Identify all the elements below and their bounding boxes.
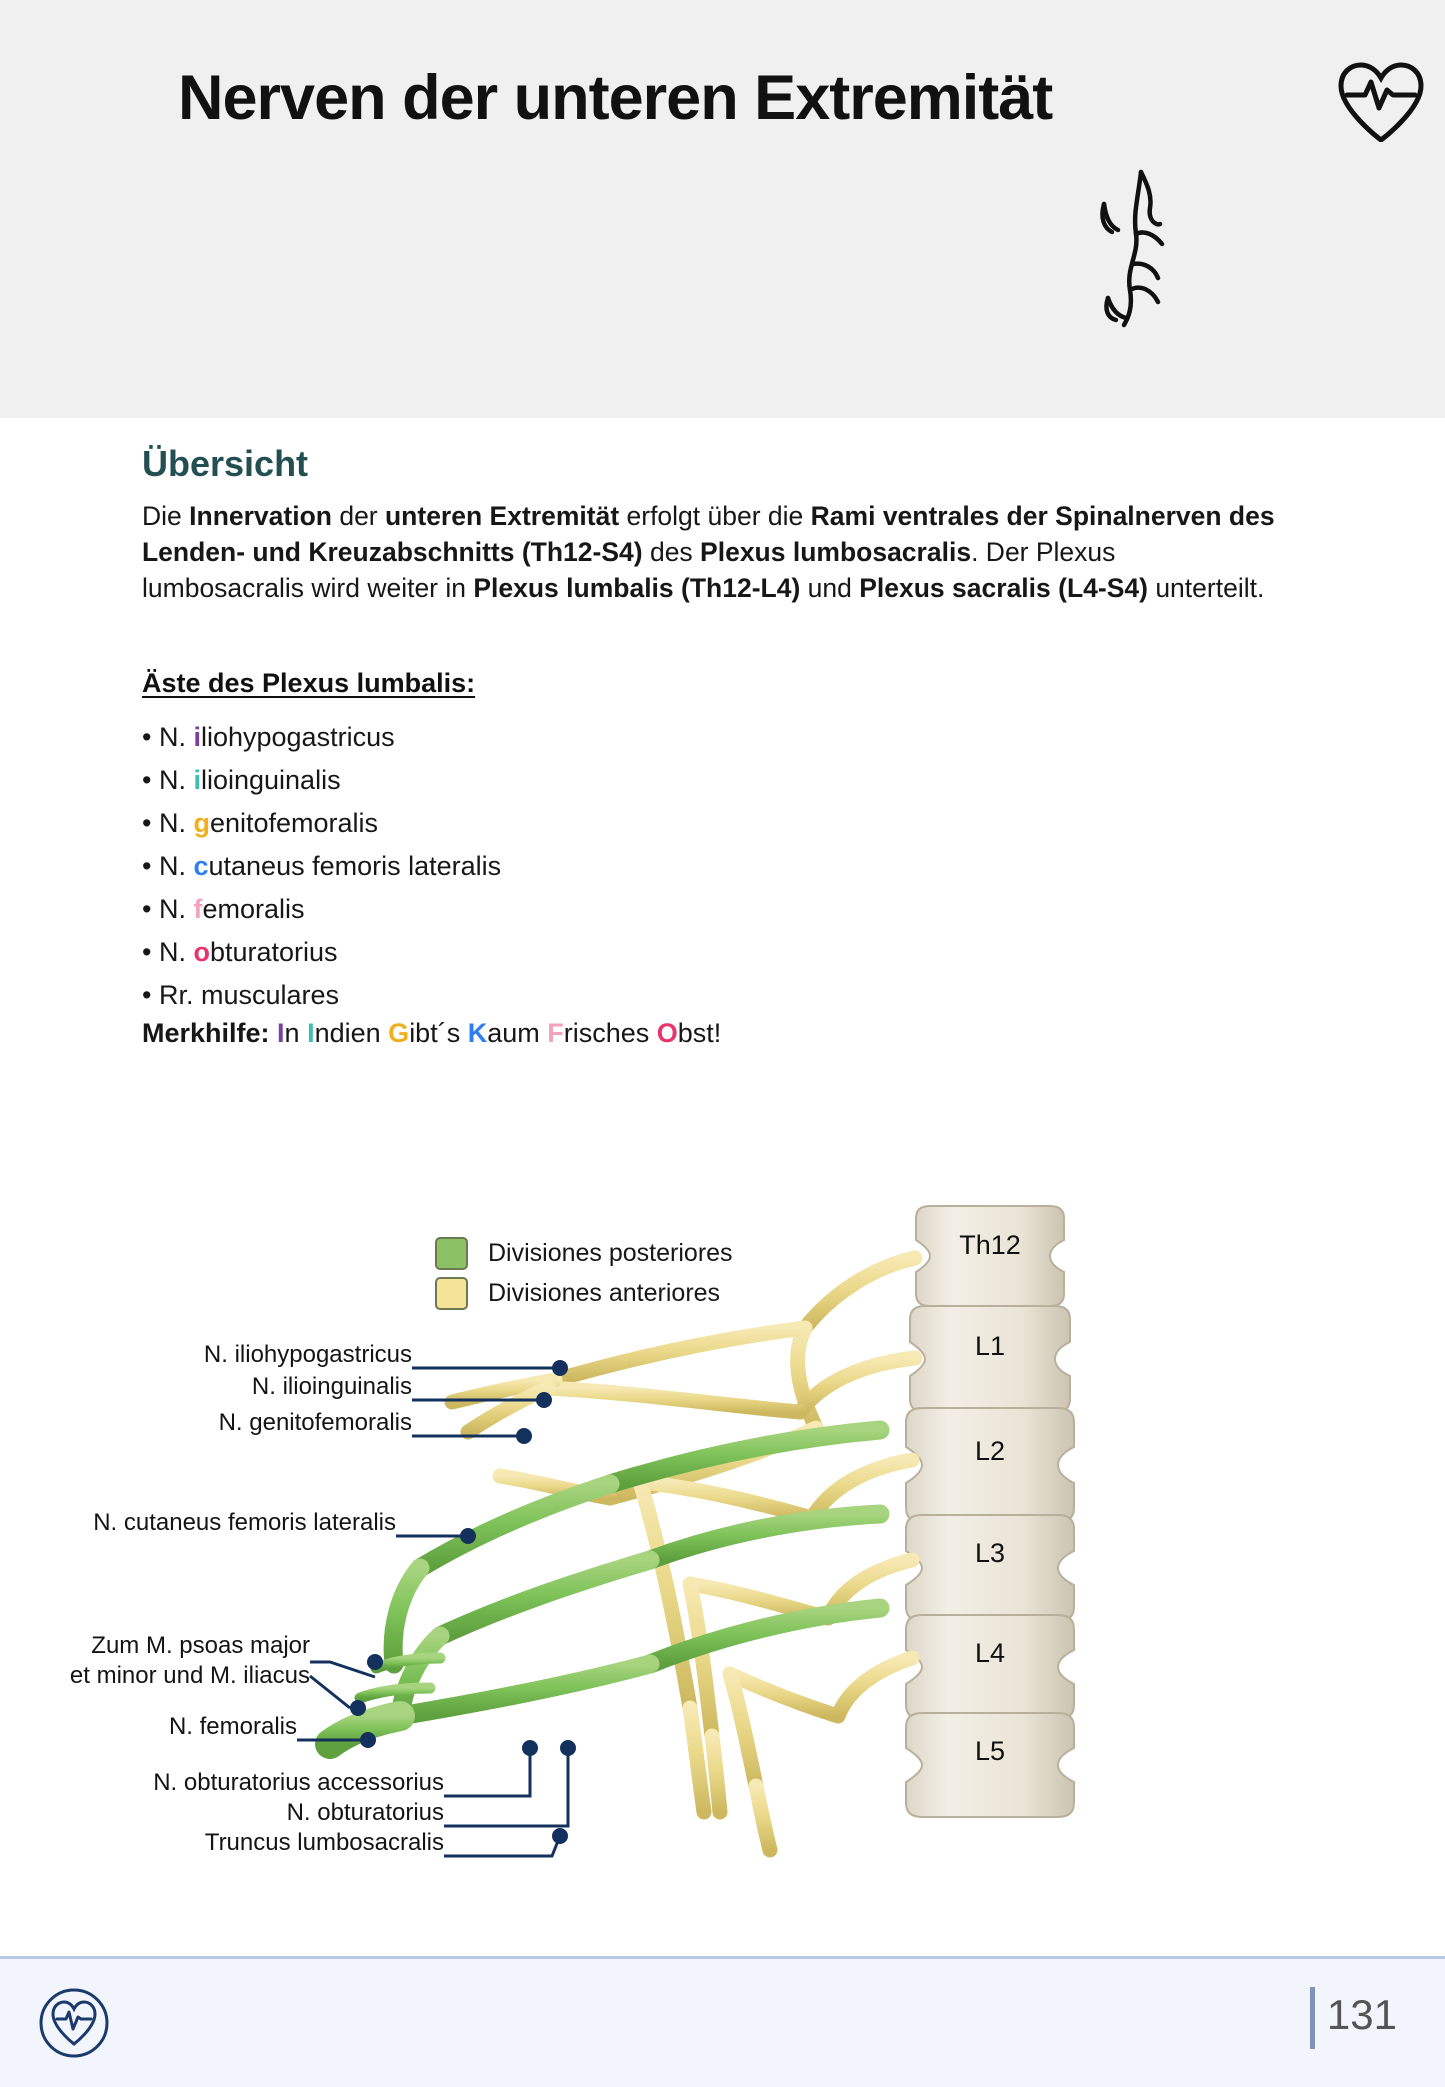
list-item-label: enitofemoralis [209, 808, 379, 838]
callout-psoas-line-2: et minor und M. iliacus [69, 1662, 310, 1689]
section-heading: Übersicht [142, 443, 309, 484]
mnemonic-initial: F [547, 1018, 564, 1048]
mnemonic-initial: i [193, 765, 201, 795]
page-footer [0, 1956, 1445, 2087]
paragraph-text: . Der Plexus lumbosacralis wird weiter in [142, 537, 1116, 603]
mnemonic-initial: O [656, 1018, 678, 1048]
paragraph-text: und [800, 573, 860, 603]
plexus-lumbalis-figure [0, 1188, 1445, 1888]
paragraph-emphasis: Plexus lumbalis (Th12-L4) [473, 573, 801, 603]
header-band [0, 0, 1445, 418]
vertebra-label-th12: Th12 [959, 1230, 1021, 1260]
subsection-heading: Äste des Plexus lumbalis: [142, 668, 476, 698]
nerve-list-item [142, 931, 501, 974]
legend-item [435, 1233, 733, 1273]
list-item-prefix: • N. [142, 851, 194, 881]
list-item-label: lioinguinalis [200, 765, 341, 795]
vertebral-column [906, 1206, 1074, 1817]
mnemonic-word: ndien [314, 1018, 389, 1048]
legend-item [435, 1273, 733, 1313]
callout-n-ilioinguinalis: N. ilioinguinalis [251, 1373, 412, 1400]
mnemonic-line [142, 1018, 721, 1049]
vertebra-label-l4: L4 [974, 1638, 1006, 1668]
nerve-branch-icon [1078, 168, 1208, 328]
list-item-label: liohypogastricus [200, 722, 395, 752]
mnemonic-initial: c [193, 851, 209, 881]
paragraph-emphasis: Innervation [189, 501, 332, 531]
paragraph-emphasis: Rami ventrales der Spinalnerven des Lenden- und Kreuzabschnitts (Th12-S4) [142, 501, 1275, 567]
vertebra-label-l1: L1 [974, 1331, 1006, 1361]
list-item-prefix: • N. [142, 765, 194, 795]
nerve-bullet-list [142, 716, 501, 1017]
callout-n-cutaneus-femoris-lateralis: N. cutaneus femoris lateralis [93, 1509, 396, 1536]
callout-n-obturatorius: N. obturatorius [286, 1799, 444, 1826]
nerve-list-item [142, 716, 501, 759]
heart-pulse-icon [38, 1987, 110, 2059]
mnemonic-word: bst! [677, 1018, 722, 1048]
list-item-prefix: • Rr. musculares [142, 980, 340, 1010]
callout-n-genitofemoralis: N. genitofemoralis [218, 1409, 412, 1436]
mnemonic-initial: g [193, 808, 210, 838]
nerve-list-item [142, 974, 501, 1017]
paragraph-text: unterteilt. [1147, 573, 1265, 603]
overview-paragraph [142, 498, 1277, 606]
paragraph-emphasis: unteren Extremität [385, 501, 620, 531]
list-item-prefix: • N. [142, 808, 194, 838]
page-title: Nerven der unteren Extremität [178, 63, 1053, 133]
paragraph-text: der [331, 501, 385, 531]
mnemonic-initial: K [467, 1018, 488, 1048]
list-item-prefix: • N. [142, 937, 194, 967]
posterior-divisions [393, 1430, 880, 1716]
callout-n-iliohypogastricus: N. iliohypogastricus [203, 1341, 412, 1368]
paragraph-emphasis: Plexus lumbosacralis [700, 537, 972, 567]
mnemonic-word: ibt´s [409, 1018, 468, 1048]
nerve-list-item [142, 845, 501, 888]
paragraph-text: des [642, 537, 701, 567]
nerve-list-item [142, 802, 501, 845]
mnemonic-initial: I [307, 1018, 315, 1048]
list-item-prefix: • N. [142, 894, 194, 924]
legend-label: Divisiones posteriores [488, 1238, 733, 1267]
mnemonic-initial: f [193, 894, 203, 924]
list-item-prefix: • N. [142, 722, 194, 752]
callout-n-obturatorius-accessorius: N. obturatorius accessorius [153, 1769, 444, 1796]
paragraph-text: Die [142, 501, 190, 531]
mnemonic-initial: I [277, 1018, 285, 1048]
nerve-list-item [142, 759, 501, 802]
callout-truncus-lumbosacralis: Truncus lumbosacralis [204, 1829, 444, 1856]
footer-divider [1310, 1987, 1315, 2049]
mnemonic-initial: i [193, 722, 201, 752]
legend-swatch [435, 1277, 468, 1310]
heart-pulse-icon [1335, 62, 1427, 142]
paragraph-emphasis: Plexus sacralis (L4-S4) [859, 573, 1148, 603]
mnemonic-word: aum [487, 1018, 548, 1048]
callout-psoas-line-1: Zum M. psoas major [91, 1632, 310, 1659]
mnemonic-word: risches [563, 1018, 657, 1048]
mnemonic-initial: o [193, 937, 210, 967]
vertebra-label-l2: L2 [974, 1436, 1006, 1466]
mnemonic-word: n [284, 1018, 308, 1048]
list-item-label: emoralis [202, 894, 305, 924]
page-number: 131 [1326, 1991, 1397, 2038]
vertebra-label-l5: L5 [974, 1736, 1006, 1766]
paragraph-text: erfolgt über die [619, 501, 811, 531]
legend-swatch [435, 1237, 468, 1270]
nerve-list-item [142, 888, 501, 931]
vertebra-label-l3: L3 [974, 1538, 1006, 1568]
legend-label: Divisiones anteriores [488, 1278, 721, 1307]
callout-n-femoralis: N. femoralis [168, 1713, 297, 1740]
list-item-label: utaneus femoris lateralis [208, 851, 502, 881]
mnemonic-label: Merkhilfe: [142, 1018, 278, 1048]
list-item-label: bturatorius [209, 937, 338, 967]
figure-legend [435, 1233, 733, 1313]
mnemonic-initial: G [388, 1018, 410, 1048]
